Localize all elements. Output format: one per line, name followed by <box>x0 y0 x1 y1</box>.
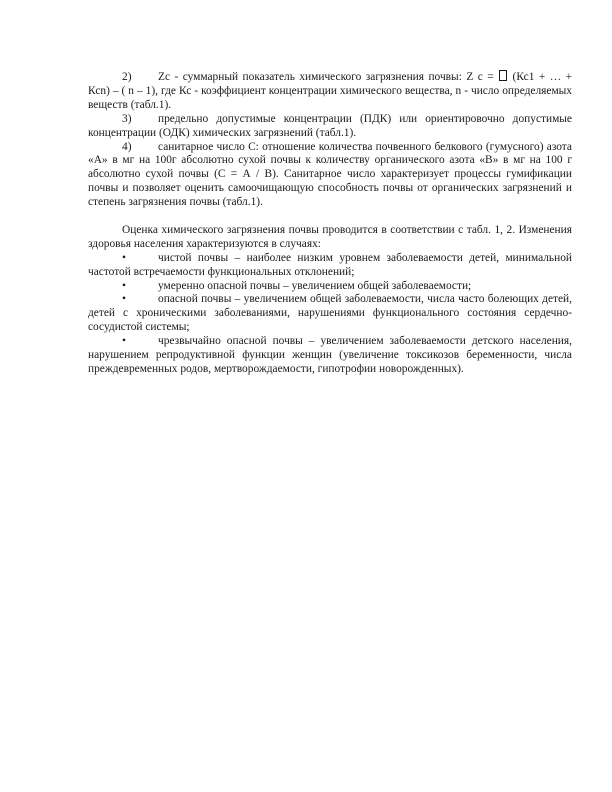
list-item-2 <box>88 70 572 113</box>
blank-line <box>88 210 572 224</box>
bullet-item <box>88 335 572 377</box>
intro-paragraph: Оценка химического загрязнения почвы проводится в соответствии с табл. 1, 2. Изменения здоровья населения характеризуются в случаях: <box>88 223 572 250</box>
item-text: санитарное число С: отношение количества почвенного белкового (гумусного) азота «А» в мг на 100г абсолютно сухой почвы к количеству органического азота «В» в мг на 100 г абсолютно сухой почвы (С = А / В). Санитарное число характеризует процессы гумификации почвы и позволяет оценить самоочищающую способность почвы от органических загрязнений и степень загрязнения почвы (табл.1). <box>88 140 572 209</box>
bullet-text: чрезвычайно опасной почвы – увеличением заболеваемости детского населения, нарушением репродуктивной функции женщин (увеличение токсикозов беременности, числа преждевременных родов, мертворождаемости, гипотрофии новорожденных). <box>88 335 572 376</box>
document-page <box>88 70 572 377</box>
list-item-4 <box>88 141 572 211</box>
missing-glyph-icon <box>499 70 507 81</box>
bullet-icon: • <box>122 279 126 292</box>
bullet-icon: • <box>122 293 126 306</box>
item-number: 3) <box>122 112 132 125</box>
bullet-text: опасной почвы – увеличением общей заболеваемости, числа часто болеющих детей, детей с хроническими заболеваниями, нарушениями функционального состояния сердечно-сосудистой системы; <box>88 293 572 334</box>
list-item-3 <box>88 113 572 141</box>
item-text-continued: (Кс1 + … + Ксn) – ( n – 1), где Кс - коэффициент концентрации химического вещества, n - число определяемых веществ (табл.1). <box>88 71 572 111</box>
item-text: предельно допустимые концентрации (ПДК) или ориентировочно допустимые концентрации (ОДК) химических загрязнений (табл.1). <box>88 112 572 139</box>
bullet-item <box>88 252 572 280</box>
bullet-item <box>88 293 572 335</box>
item-text: Zc - суммарный показатель химического загрязнения почвы: Z c = <box>158 71 499 83</box>
bullet-icon: • <box>122 335 126 348</box>
bullet-text: чистой почвы – наиболее низким уровнем заболеваемости детей, минимальной частотой встречаемости функциональных отклонений; <box>88 251 572 278</box>
item-number: 4) <box>122 140 132 153</box>
bullet-icon: • <box>122 251 126 264</box>
bullet-item <box>88 280 572 294</box>
bullet-text: умеренно опасной почвы – увеличением общей заболеваемости; <box>158 279 472 292</box>
item-number: 2) <box>122 71 132 83</box>
